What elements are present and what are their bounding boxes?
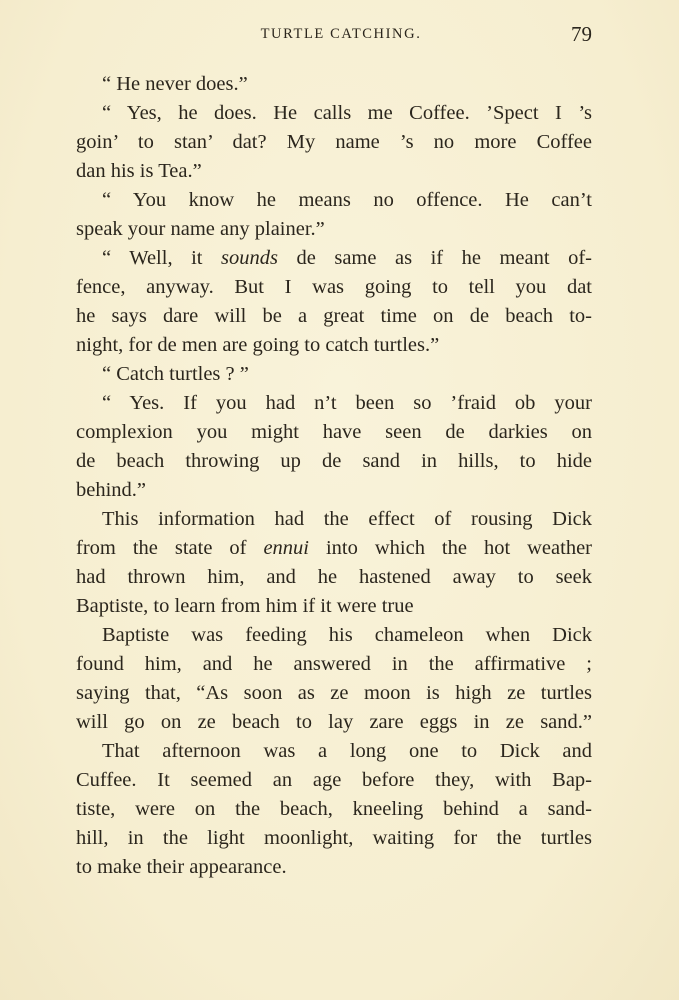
- text-line: [76, 244, 592, 273]
- page-number: 79: [571, 22, 592, 46]
- text-line: “ Catch turtles ? ”: [102, 363, 249, 385]
- text-line: “ You know he means no offence. He can’t: [102, 189, 592, 211]
- text-line: That afternoon was a long one to Dick and: [102, 740, 592, 762]
- text-segment: “ Well, it: [102, 247, 221, 269]
- text-line: will go on ze beach to lay zare eggs in ze sand.”: [76, 711, 592, 733]
- text-line: tiste, were on the beach, kneeling behind a sand-: [76, 798, 592, 820]
- text-line: dan his is Tea.”: [76, 160, 202, 182]
- running-head: TURTLE CATCHING.: [260, 26, 422, 42]
- text-line: found him, and he answered in the affirmative ;: [76, 653, 592, 675]
- emphasized-word: sounds: [221, 247, 278, 269]
- text-line: fence, anyway. But I was going to tell you dat: [76, 276, 592, 298]
- body-text: [76, 70, 592, 882]
- text-segment: into which the hot weather: [309, 537, 592, 559]
- text-line: “ Yes. If you had n’t been so ’fraid ob your: [102, 392, 592, 414]
- text-segment: from the state of: [76, 537, 264, 559]
- text-line: Baptiste was feeding his chameleon when Dick: [102, 624, 592, 646]
- text-line: complexion you might have seen de darkies on: [76, 421, 592, 443]
- text-line: Baptiste, to learn from him if it were true: [76, 595, 414, 617]
- text-line: [76, 534, 592, 563]
- text-line: saying that, “As soon as ze moon is high ze turtles: [76, 682, 592, 704]
- text-line: Cuffee. It seemed an age before they, with Bap-: [76, 769, 592, 791]
- text-line: goin’ to stan’ dat? My name ’s no more Coffee: [76, 131, 592, 153]
- text-line: night, for de men are going to catch turtles.”: [76, 334, 440, 356]
- text-line: speak your name any plainer.”: [76, 218, 325, 240]
- text-segment: de same as if he meant of-: [277, 247, 592, 269]
- text-line: “ He never does.”: [102, 73, 248, 95]
- text-line: This information had the effect of rousing Dick: [102, 508, 592, 530]
- text-line: had thrown him, and he hastened away to seek: [76, 566, 592, 588]
- text-line: hill, in the light moonlight, waiting for the turtles: [76, 827, 592, 849]
- text-line: he says dare will be a great time on de beach to-: [76, 305, 592, 327]
- text-line: to make their appearance.: [76, 856, 287, 878]
- text-line: behind.”: [76, 479, 147, 501]
- page-header: [76, 22, 592, 48]
- text-line: “ Yes, he does. He calls me Coffee. ’Spect I ’s: [102, 102, 592, 124]
- emphasized-word: ennui: [263, 537, 309, 559]
- text-line: de beach throwing up de sand in hills, to hide: [76, 450, 592, 472]
